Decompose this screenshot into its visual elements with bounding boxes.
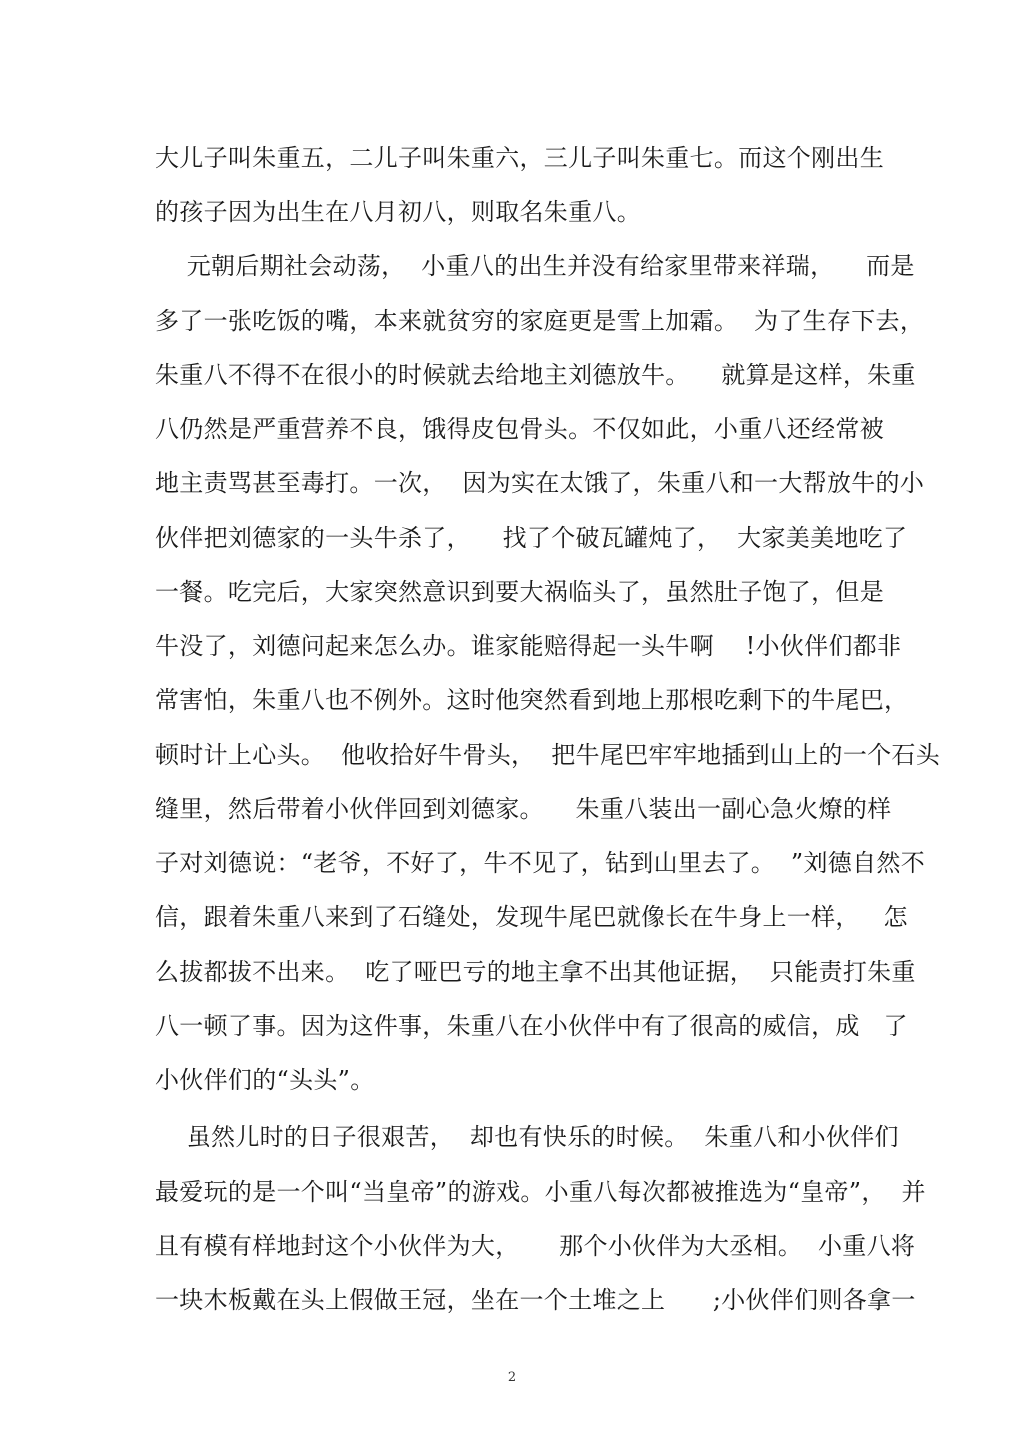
text-line: 地主责骂甚至毒打。一次， 因为实在太饿了，朱重八和一大帮放牛的小	[155, 469, 925, 497]
text-line: 大儿子叫朱重五，二儿子叫朱重六，三儿子叫朱重七。而这个刚出生	[155, 144, 884, 172]
text-line: 一餐。吃完后，大家突然意识到要大祸临头了，虽然肚子饱了，但是	[155, 578, 884, 606]
text-line: 牛没了，刘德问起来怎么办。谁家能赔得起一头牛啊 !小伙伴们都非	[155, 632, 902, 660]
text-line: 么拔都拔不出来。 吃了哑巴亏的地主拿不出其他证据， 只能责打朱重	[155, 958, 916, 986]
text-line: 且有模有样地封这个小伙伴为大， 那个小伙伴为大丞相。 小重八将	[155, 1232, 916, 1260]
text-line: 缝里，然后带着小伙伴回到刘德家。 朱重八装出一副心急火燎的样	[155, 795, 892, 823]
text-line: 顿时计上心头。 他收拾好牛骨头， 把牛尾巴牢牢地插到山上的一个石头	[155, 741, 941, 769]
text-line: 八一顿了事。因为这件事，朱重八在小伙伴中有了很高的威信，成 了	[155, 1012, 908, 1040]
text-line: 常害怕，朱重八也不例外。这时他突然看到地上那根吃剩下的牛尾巴，	[155, 686, 909, 714]
text-line: 子对刘德说：“老爷，不好了，牛不见了，钻到山里去了。 ”刘德自然不	[155, 849, 925, 877]
text-line: 朱重八不得不在很小的时候就去给地主刘德放牛。 就算是这样，朱重	[155, 361, 916, 389]
text-line: 多了一张吃饭的嘴，本来就贫穷的家庭更是雪上加霜。 为了生存下去，	[155, 307, 925, 335]
text-line: 伙伴把刘德家的一头牛杀了， 找了个破瓦罐炖了， 大家美美地吃了	[155, 524, 908, 552]
text-line: 虽然儿时的日子很艰苦， 却也有快乐的时候。 朱重八和小伙伴们	[155, 1123, 899, 1151]
page-number: 2	[507, 1370, 517, 1385]
text-line: 小伙伴们的“头头”。	[155, 1066, 375, 1094]
text-line: 的孩子因为出生在八月初八，则取名朱重八。	[155, 198, 641, 226]
text-line: 一块木板戴在头上假做王冠，坐在一个土堆之上 ;小伙伴们则各拿一	[155, 1286, 916, 1314]
text-line: 元朝后期社会动荡， 小重八的出生并没有给家里带来祥瑞， 而是	[155, 252, 915, 280]
text-line: 最爱玩的是一个叫“当皇帝”的游戏。小重八每次都被推选为“皇帝”， 并	[155, 1178, 926, 1206]
text-line: 信，跟着朱重八来到了石缝处，发现牛尾巴就像长在牛身上一样， 怎	[155, 903, 908, 931]
text-line: 八仍然是严重营养不良，饿得皮包骨头。不仅如此，小重八还经常被	[155, 415, 884, 443]
